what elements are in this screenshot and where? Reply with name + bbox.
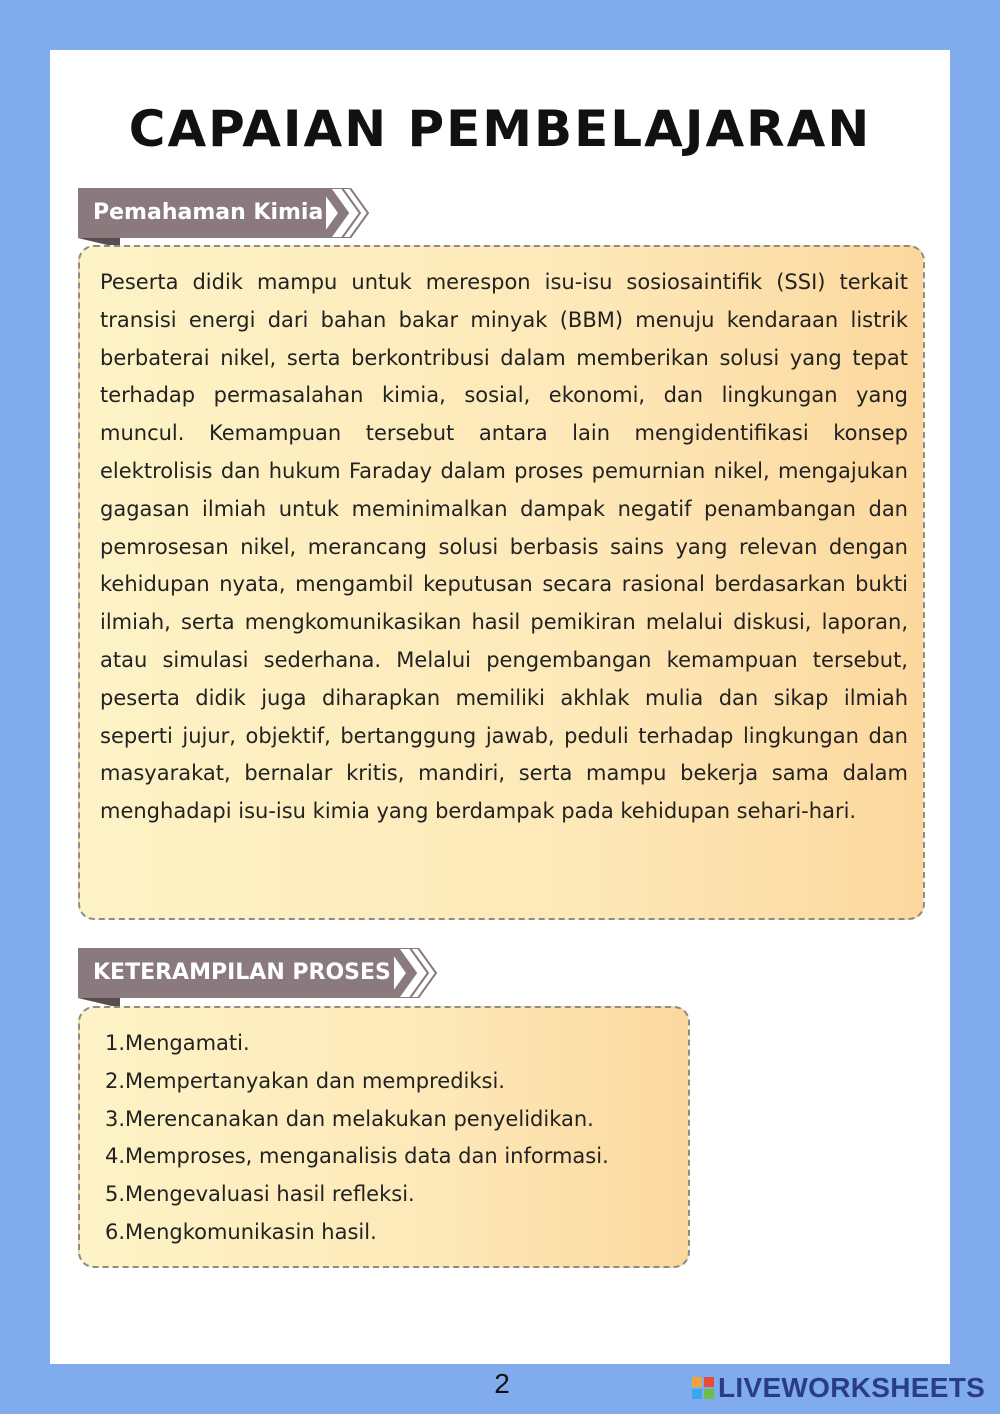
brand-name: LIVEWORKSHEETS <box>718 1372 986 1403</box>
list-item: 1.Mengamati. <box>105 1031 250 1055</box>
list-item: 5.Mengevaluasi hasil refleksi. <box>105 1182 415 1207</box>
list-item: 3.Merencanakan dan melakukan penyelidikan. <box>105 1106 594 1131</box>
list-item: 4.Memproses, menganalisis data dan informasi. <box>105 1144 609 1169</box>
pemahaman-text: Peserta didik mampu untuk merespon isu-isu sosiosaintifik (SSI) terkait transisi energi dari bahan bakar minyak (BBM) menuju kendaraan listrik berbaterai nikel, serta berkontribusi dalam memberikan solusi yang tepat terhadap permasalahan kimia, sosial, ekonomi, dan lingkungan yang muncul. Kemampuan tersebut antara lain mengidentifikasi konsep elektrolisis dan hukum Faraday dalam proses pemurnian nikel, mengajukan gagasan ilmiah untuk meminimalkan dampak negatif penambangan dan pemrosesan nikel, merancang solusi berbasis sains yang relevan dengan kehidupan nyata, mengambil keputusan secara rasional berdasarkan bukti ilmiah, serta mengkomunikasikan hasil pemikiran melalui diskusi, laporan, atau simulasi sederhana. Melalui pengembangan kemampuan tersebut, peserta didik juga diharapkan memiliki akhlak mulia dan sikap ilmiah seperti jujur, objektif, bertanggung jawab, peduli terhadap lingkungan dan masyarakat, bernalar kritis, mandiri, serta mampu bekerja sama dalam menghadapi isu-isu kimia yang berdampak pada kehidupan sehari-hari. <box>100 270 908 824</box>
liveworksheets-logo-icon <box>692 1377 714 1399</box>
keterampilan-list <box>105 1025 609 1252</box>
chevron-arrows-icon <box>388 948 438 998</box>
list-item: 2.Mempertanyakan dan memprediksi. <box>105 1068 505 1093</box>
list-item: 6.Mengkomunikasin hasil. <box>105 1219 377 1244</box>
page-title: CAPAIAN PEMBELAJARAN <box>128 100 872 158</box>
section-label-keterampilan: KETERAMPILAN PROSES <box>78 948 394 998</box>
section-ribbon-keterampilan <box>78 948 438 998</box>
chevron-arrows-icon <box>320 188 370 238</box>
section-ribbon-pemahaman <box>78 188 368 238</box>
page-number: 2 <box>494 1368 510 1399</box>
brand-watermark[interactable] <box>692 1372 985 1404</box>
section-label-pemahaman: Pemahaman Kimia <box>78 188 326 238</box>
